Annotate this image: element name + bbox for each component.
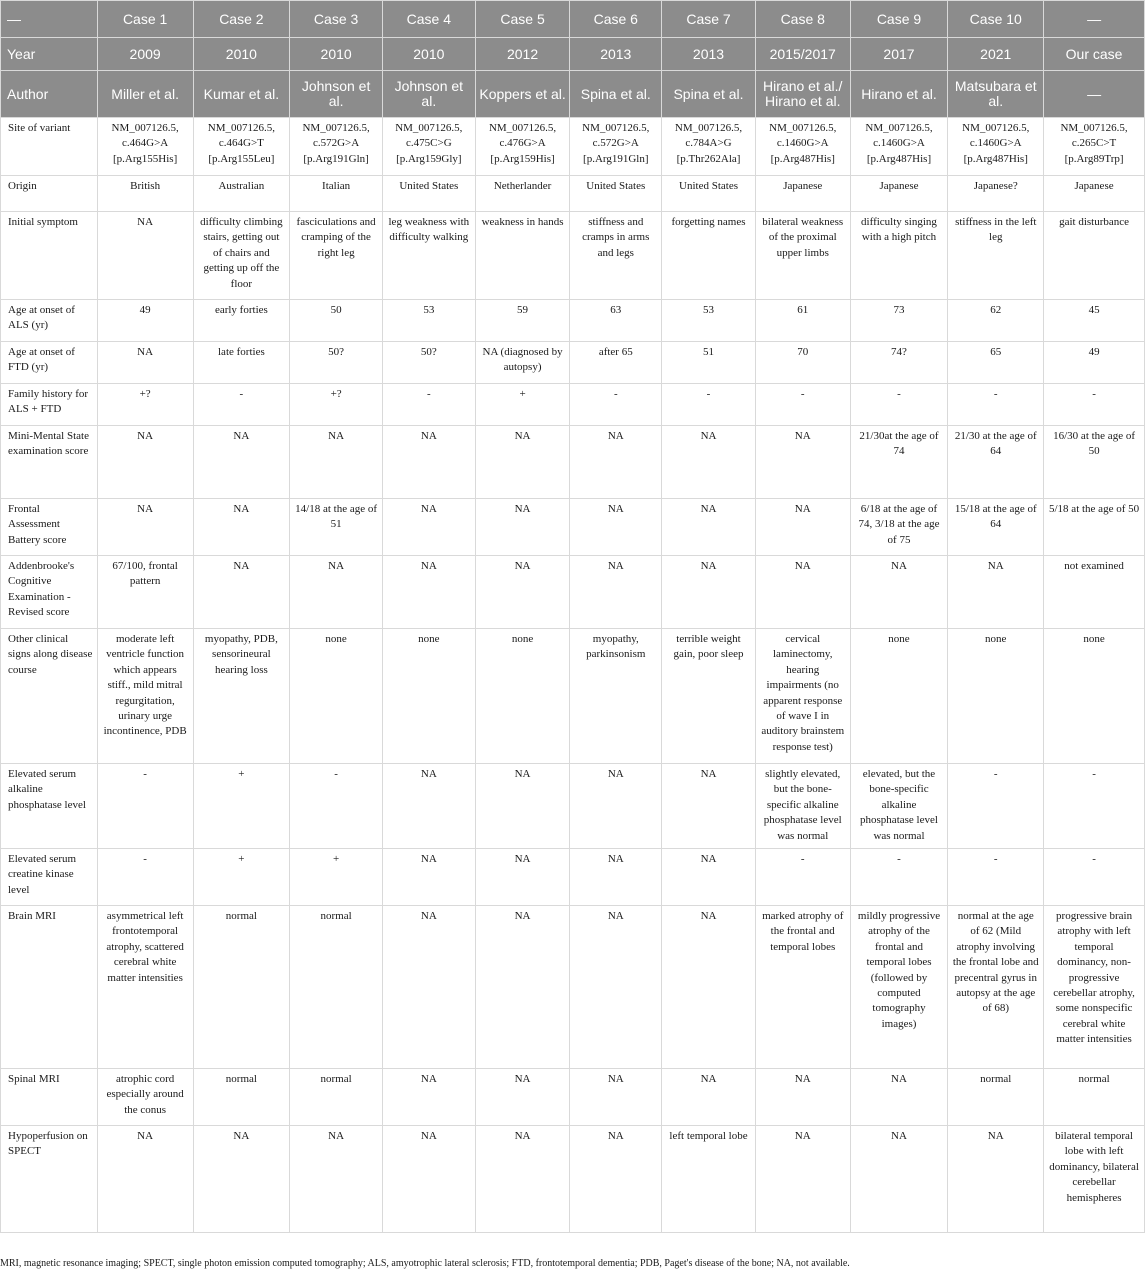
header-cell: — [1044,71,1145,118]
table-cell: NA [382,906,475,1069]
table-cell: progressive brain atrophy with left temporal dominancy, non-progressive cerebellar atrophy, some nonspecific cerebral white matter intensities [1044,906,1145,1069]
row-label-cell: Elevated serum alkaline phosphatase level [1,764,98,849]
table-cell: NM_007126.5, c.572G>A [p.Arg191Gln] [290,118,383,176]
table-cell: - [97,764,193,849]
row-label-cell: Brain MRI [1,906,98,1069]
table-cell: United States [662,176,756,212]
table-cell: NA [662,556,756,629]
table-cell: normal [1044,1069,1145,1126]
table-cell: myopathy, PDB, sensorineural hearing loss [193,629,290,764]
header-cell: Johnson et al. [290,71,383,118]
table-cell: NA [382,764,475,849]
header-cell: Case 10 [948,1,1044,38]
header-cell: Case 6 [570,1,662,38]
table-cell: none [850,629,948,764]
table-cell: + [193,764,290,849]
table-cell: NA [662,426,756,499]
table-cell: NA [475,556,570,629]
table-cell: NA [382,1069,475,1126]
table-cell: NA [662,1069,756,1126]
table-cell: NA [570,1126,662,1233]
header-cell: Matsubara et al. [948,71,1044,118]
header-row-case [1,1,1145,38]
header-cell: Our case [1044,38,1145,71]
table-cell: NA [193,426,290,499]
header-cell: 2017 [850,38,948,71]
table-cell: leg weakness with difficulty walking [382,212,475,300]
table-cell: + [290,849,383,906]
table-cell: NA [948,1126,1044,1233]
header-cell: 2010 [382,38,475,71]
table-cell: NM_007126.5, c.1460G>A [p.Arg487His] [850,118,948,176]
table-cell: - [850,849,948,906]
table-cell: NA [570,426,662,499]
table-cell: NA [290,556,383,629]
table-cell: NA [97,1126,193,1233]
table-cell: - [570,384,662,426]
row-label-cell: Frontal Assessment Battery score [1,499,98,556]
header-cell: — [1044,1,1145,38]
table-cell: late forties [193,342,290,384]
table-cell: NA [570,499,662,556]
header-cell: 2021 [948,38,1044,71]
table-cell: NA [662,906,756,1069]
table-cell: after 65 [570,342,662,384]
header-cell: 2010 [290,38,383,71]
table-cell: elevated, but the bone-specific alkaline phosphatase level was normal [850,764,948,849]
table-cell: NM_007126.5, c.464G>A [p.Arg155His] [97,118,193,176]
table-cell: early forties [193,300,290,342]
row-label-cell: Initial symptom [1,212,98,300]
header-row-author [1,71,1145,118]
table-cell: myopathy, parkinsonism [570,629,662,764]
table-cell: normal [290,1069,383,1126]
table-cell: 50 [290,300,383,342]
table-cell: British [97,176,193,212]
table-cell: Japanese [1044,176,1145,212]
table-cell: NA (diagnosed by autopsy) [475,342,570,384]
table-cell: 50? [382,342,475,384]
table-cell: NA [382,426,475,499]
header-cell: Year [1,38,98,71]
table-cell: bilateral weakness of the proximal upper limbs [755,212,850,300]
table-cell: 65 [948,342,1044,384]
table-cell: 73 [850,300,948,342]
header-cell: Koppers et al. [475,71,570,118]
table-row [1,556,1145,629]
table-cell: - [193,384,290,426]
header-cell: Author [1,71,98,118]
table-cell: gait disturbance [1044,212,1145,300]
table-cell: 49 [97,300,193,342]
table-row [1,176,1145,212]
table-cell: - [662,384,756,426]
table-cell: - [1044,764,1145,849]
header-cell: 2015/2017 [755,38,850,71]
table-cell: NA [193,556,290,629]
table-cell: left temporal lobe [662,1126,756,1233]
table-cell: none [1044,629,1145,764]
table-cell: 53 [382,300,475,342]
header-cell: Spina et al. [570,71,662,118]
table-cell: NA [662,849,756,906]
row-label-cell: Age at onset of ALS (yr) [1,300,98,342]
table-cell: normal [193,1069,290,1126]
table-row [1,384,1145,426]
table-footnote: MRI, magnetic resonance imaging; SPECT, single photon emission computed tomography; ALS, amyotrophic lateral sclerosis; FTD, frontotemporal dementia; PDB, Paget's disease of the bone; NA, not available. [0,1258,850,1269]
table-body [1,118,1145,1233]
table-cell: United States [382,176,475,212]
table-cell: NM_007126.5, c.475C>G [p.Arg159Gly] [382,118,475,176]
table-cell: Italian [290,176,383,212]
table-row [1,300,1145,342]
table-cell: terrible weight gain, poor sleep [662,629,756,764]
table-cell: stiffness and cramps in arms and legs [570,212,662,300]
table-cell: NA [97,212,193,300]
row-label-cell: Site of variant [1,118,98,176]
table-cell: NM_007126.5, c.1460G>A [p.Arg487His] [755,118,850,176]
row-label-cell: Spinal MRI [1,1069,98,1126]
table-cell: United States [570,176,662,212]
table-row [1,849,1145,906]
table-row [1,629,1145,764]
header-row-year [1,38,1145,71]
table-cell: 14/18 at the age of 51 [290,499,383,556]
table-cell: - [850,384,948,426]
table-cell: 45 [1044,300,1145,342]
table-cell: NA [755,426,850,499]
table-row [1,764,1145,849]
table-cell: 70 [755,342,850,384]
table-cell: - [290,764,383,849]
table-cell: none [290,629,383,764]
table-row [1,906,1145,1069]
table-cell: NA [570,764,662,849]
table-cell: - [1044,849,1145,906]
table-header [1,1,1145,118]
table-cell: 21/30at the age of 74 [850,426,948,499]
header-cell: Case 5 [475,1,570,38]
header-cell: Hirano et al./ Hirano et al. [755,71,850,118]
table-cell: 63 [570,300,662,342]
table-cell: normal [193,906,290,1069]
table-cell: NA [850,1069,948,1126]
table-cell: NA [475,426,570,499]
table-cell: - [948,764,1044,849]
header-cell: Case 7 [662,1,756,38]
table-cell: NM_007126.5, c.265C>T [p.Arg89Trp] [1044,118,1145,176]
table-row [1,1069,1145,1126]
table-cell: forgetting names [662,212,756,300]
table-cell: +? [97,384,193,426]
row-label-cell: Elevated serum creatine kinase level [1,849,98,906]
header-cell: 2013 [570,38,662,71]
table-cell: 49 [1044,342,1145,384]
table-cell: atrophic cord especially around the conus [97,1069,193,1126]
table-cell: NA [382,1126,475,1233]
table-cell: bilateral temporal lobe with left dominancy, bilateral cerebellar hemispheres [1044,1126,1145,1233]
table-cell: NM_007126.5, c.784A>G [p.Thr262Ala] [662,118,756,176]
header-cell: Spina et al. [662,71,756,118]
table-cell: 62 [948,300,1044,342]
table-cell: none [382,629,475,764]
table-cell: NM_007126.5, c.1460G>A [p.Arg487His] [948,118,1044,176]
header-cell: Case 3 [290,1,383,38]
table-cell: Netherlander [475,176,570,212]
table-cell: not examined [1044,556,1145,629]
table-row [1,342,1145,384]
table-cell: difficulty climbing stairs, getting out of chairs and getting up off the floor [193,212,290,300]
table-cell: - [948,849,1044,906]
table-cell: NA [290,1126,383,1233]
header-cell: Case 1 [97,1,193,38]
table-cell: NA [97,499,193,556]
table-cell: + [475,384,570,426]
table-cell: NA [475,906,570,1069]
table-cell: slightly elevated, but the bone-specific alkaline phosphatase level was normal [755,764,850,849]
table-cell: NA [948,556,1044,629]
table-cell: 61 [755,300,850,342]
row-label-cell: Mini-Mental State examination score [1,426,98,499]
table-cell: none [475,629,570,764]
table-cell: NA [755,1069,850,1126]
row-label-cell: Age at onset of FTD (yr) [1,342,98,384]
table-cell: - [755,849,850,906]
table-cell: NA [662,764,756,849]
table-cell: fasciculations and cramping of the right leg [290,212,383,300]
header-cell: Kumar et al. [193,71,290,118]
table-row [1,426,1145,499]
table-cell: +? [290,384,383,426]
header-cell: Miller et al. [97,71,193,118]
table-cell: cervical laminectomy, hearing impairments (no apparent response of wave I in auditory brainstem response test) [755,629,850,764]
row-label-cell: Addenbrooke's Cognitive Examination - Revised score [1,556,98,629]
table-cell: NA [382,499,475,556]
table-cell: marked atrophy of the frontal and temporal lobes [755,906,850,1069]
header-cell: Case 2 [193,1,290,38]
table-cell: NA [382,556,475,629]
table-cell: + [193,849,290,906]
table-cell: 67/100, frontal pattern [97,556,193,629]
table-cell: NA [382,849,475,906]
header-cell: 2012 [475,38,570,71]
table-cell: 53 [662,300,756,342]
table-cell: 21/30 at the age of 64 [948,426,1044,499]
table-cell: normal [948,1069,1044,1126]
row-label-cell: Other clinical signs along disease course [1,629,98,764]
table-cell: Japanese [850,176,948,212]
table-cell: NA [570,1069,662,1126]
table-row [1,212,1145,300]
table-row [1,118,1145,176]
header-cell: 2009 [97,38,193,71]
table-cell: mildly progressive atrophy of the frontal and temporal lobes (followed by computed tomography images) [850,906,948,1069]
table-cell: normal at the age of 62 (Mild atrophy involving the frontal lobe and precentral gyrus in autopsy at the age of 68) [948,906,1044,1069]
table-cell: - [382,384,475,426]
table-cell: NA [755,499,850,556]
table-cell: NA [475,1126,570,1233]
header-cell: Hirano et al. [850,71,948,118]
table-cell: NM_007126.5, c.572G>A [p.Arg191Gln] [570,118,662,176]
header-cell: 2013 [662,38,756,71]
table-cell: NA [755,556,850,629]
table-row [1,1126,1145,1233]
header-cell: 2010 [193,38,290,71]
table-cell: 6/18 at the age of 74, 3/18 at the age of 75 [850,499,948,556]
row-label-cell: Hypoperfusion on SPECT [1,1126,98,1233]
table-cell: Japanese [755,176,850,212]
header-cell: Case 4 [382,1,475,38]
table-cell: NM_007126.5, c.476G>A [p.Arg159His] [475,118,570,176]
table-cell: 16/30 at the age of 50 [1044,426,1145,499]
table-cell: 74? [850,342,948,384]
table-cell: - [755,384,850,426]
header-cell: Case 9 [850,1,948,38]
table-cell: NM_007126.5, c.464G>T [p.Arg155Leu] [193,118,290,176]
table-cell: NA [475,1069,570,1126]
table-cell: NA [97,426,193,499]
table-cell: NA [570,849,662,906]
table-cell: weakness in hands [475,212,570,300]
table-cell: NA [475,849,570,906]
header-cell: — [1,1,98,38]
row-label-cell: Origin [1,176,98,212]
table-cell: NA [662,499,756,556]
table-cell: 59 [475,300,570,342]
table-cell: none [948,629,1044,764]
table-cell: stiffness in the left leg [948,212,1044,300]
table-cell: NA [97,342,193,384]
table-cell: Japanese? [948,176,1044,212]
header-cell: Case 8 [755,1,850,38]
table-cell: NA [475,764,570,849]
table-cell: 50? [290,342,383,384]
table-cell: difficulty singing with a high pitch [850,212,948,300]
row-label-cell: Family history for ALS + FTD [1,384,98,426]
table-cell: NA [290,426,383,499]
table-cell: normal [290,906,383,1069]
table-cell: asymmetrical left frontotemporal atrophy, scattered cerebral white matter intensities [97,906,193,1069]
table-cell: NA [475,499,570,556]
table-cell: 51 [662,342,756,384]
table-cell: NA [850,1126,948,1233]
table-cell: 5/18 at the age of 50 [1044,499,1145,556]
table-cell: 15/18 at the age of 64 [948,499,1044,556]
table-cell: - [1044,384,1145,426]
table-cell: NA [193,499,290,556]
table-cell: moderate left ventricle function which appears stiff., mild mitral regurgitation, urinary urge incontinence, PDB [97,629,193,764]
table-cell: NA [570,556,662,629]
table-row [1,499,1145,556]
table-cell: NA [755,1126,850,1233]
table-cell: NA [850,556,948,629]
table-cell: - [948,384,1044,426]
table-cell: - [97,849,193,906]
table-cell: NA [193,1126,290,1233]
table-cell: NA [570,906,662,1069]
header-cell: Johnson et al. [382,71,475,118]
table-cell: Australian [193,176,290,212]
